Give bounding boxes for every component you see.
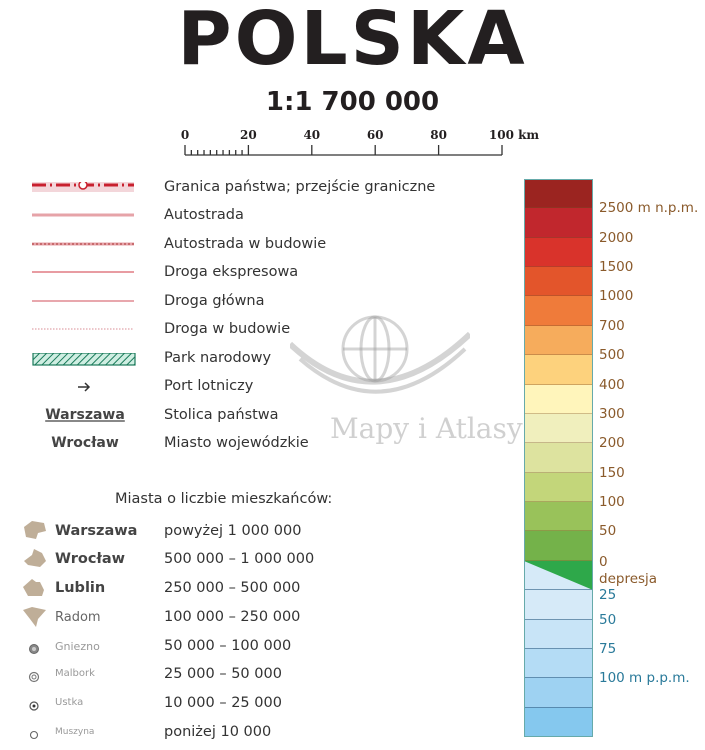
elevation-label: 200	[599, 435, 625, 452]
scale-tick-label: 100 km	[488, 128, 540, 142]
elevation-label: 100	[599, 494, 625, 511]
elevation-band	[524, 590, 593, 619]
elevation-band	[524, 443, 593, 472]
elevation-label: 75	[599, 640, 617, 657]
elevation-label: 2500 m n.p.m.	[599, 200, 699, 217]
legend-label: Stolica państwa	[164, 407, 279, 423]
city-sample-name: Muszyna	[55, 726, 95, 737]
city-size-icon	[22, 549, 48, 575]
legend-label: Miasto wojewódzkie	[164, 435, 309, 451]
elevation-band	[524, 238, 593, 267]
elevation-band	[524, 473, 593, 502]
elevation-band	[524, 649, 593, 678]
capital-sample: Warszawa	[45, 407, 125, 423]
city-population-range: 250 000 – 500 000	[164, 580, 301, 596]
elevation-label: 300	[599, 405, 625, 422]
elevation-band	[524, 561, 593, 590]
elevation-band	[524, 531, 593, 560]
scale-tick-label: 0	[180, 128, 190, 142]
city-sample-name: Warszawa	[55, 522, 138, 539]
border-line-symbol	[32, 181, 138, 200]
expressway-line-symbol	[32, 266, 138, 285]
city-population-range: 500 000 – 1 000 000	[164, 551, 315, 567]
city-sample-name: Ustka	[55, 697, 84, 708]
city-population-range: 25 000 – 50 000	[164, 666, 282, 682]
map-title: POLSKA	[177, 0, 528, 82]
city-size-icon	[22, 578, 48, 604]
city-size-icon	[28, 668, 40, 687]
elevation-band	[524, 326, 593, 355]
legend-label: Park narodowy	[164, 350, 272, 366]
city-size-icon	[28, 697, 40, 716]
scale-bar	[170, 126, 515, 161]
legend-label: Autostrada	[164, 207, 244, 223]
main-road-line-symbol	[32, 295, 138, 314]
watermark-text: Mapy i Atlasy	[330, 412, 523, 445]
elevation-band	[524, 708, 593, 737]
depression-triangle	[524, 561, 593, 590]
city-population-range: powyżej 1 000 000	[164, 523, 302, 539]
city-sample-name: Radom	[55, 609, 101, 625]
city-population-range: 50 000 – 100 000	[164, 638, 292, 654]
cities-heading: Miasta o liczbie mieszkańców:	[115, 491, 333, 507]
scale-tick-label: 60	[366, 128, 384, 142]
city-size-icon	[22, 607, 48, 633]
elevation-label: 1000	[599, 288, 634, 305]
city-size-icon	[22, 521, 48, 547]
elevation-label: 1500	[599, 259, 634, 276]
elevation-label: 50	[599, 523, 617, 540]
city-sample-name: Malbork	[55, 668, 95, 679]
elevation-label: 500	[599, 347, 625, 364]
motorway-construction-line-symbol	[32, 238, 138, 257]
city-sample-name: Lublin	[55, 579, 106, 596]
legend-label: Port lotniczy	[164, 378, 254, 394]
elevation-band	[524, 296, 593, 325]
elevation-band	[524, 179, 593, 208]
elevation-label: 25	[599, 587, 617, 604]
elevation-label: 0	[599, 553, 608, 570]
watermark	[330, 412, 523, 446]
scale-ratio: 1:1 700 000	[265, 87, 440, 117]
elevation-band	[524, 355, 593, 384]
city-sample-name: Wrocław	[55, 550, 126, 567]
city-sample-name: Gniezno	[55, 639, 100, 653]
elevation-label: 400	[599, 376, 625, 393]
scale-tick-label: 40	[303, 128, 321, 142]
legend-label: Granica państwa; przejście graniczne	[164, 179, 436, 195]
legend-label: Droga ekspresowa	[164, 264, 299, 280]
elevation-band	[524, 620, 593, 649]
motorway-line-symbol	[32, 209, 138, 228]
elevation-label: 2000	[599, 229, 634, 246]
elevation-band	[524, 678, 593, 707]
elevation-band	[524, 414, 593, 443]
voivodeship-sample: Wrocław	[51, 435, 119, 451]
airport-icon	[32, 380, 138, 399]
elevation-label: 100 m p.p.m.	[599, 670, 690, 687]
elevation-label: 50	[599, 611, 617, 628]
legend-label: Autostrada w budowie	[164, 236, 327, 252]
national-park-hatch-symbol	[32, 352, 138, 371]
city-size-icon	[28, 640, 40, 659]
road-construction-line-symbol	[32, 323, 138, 342]
elevation-label: 700	[599, 317, 625, 334]
city-population-range: 10 000 – 25 000	[164, 695, 282, 711]
globe-logo	[290, 304, 470, 414]
scale-tick-label: 20	[240, 128, 257, 142]
scale-tick-label: 80	[430, 128, 447, 142]
city-population-range: poniżej 10 000	[164, 724, 272, 740]
elevation-label: 150	[599, 464, 625, 481]
legend-label: Droga główna	[164, 293, 265, 309]
elevation-band	[524, 385, 593, 414]
depression-label: depresja	[599, 570, 658, 587]
city-size-icon	[28, 726, 40, 745]
elevation-band	[524, 267, 593, 296]
elevation-band	[524, 208, 593, 237]
legend-label: Droga w budowie	[164, 321, 291, 337]
city-population-range: 100 000 – 250 000	[164, 609, 301, 625]
elevation-band	[524, 502, 593, 531]
